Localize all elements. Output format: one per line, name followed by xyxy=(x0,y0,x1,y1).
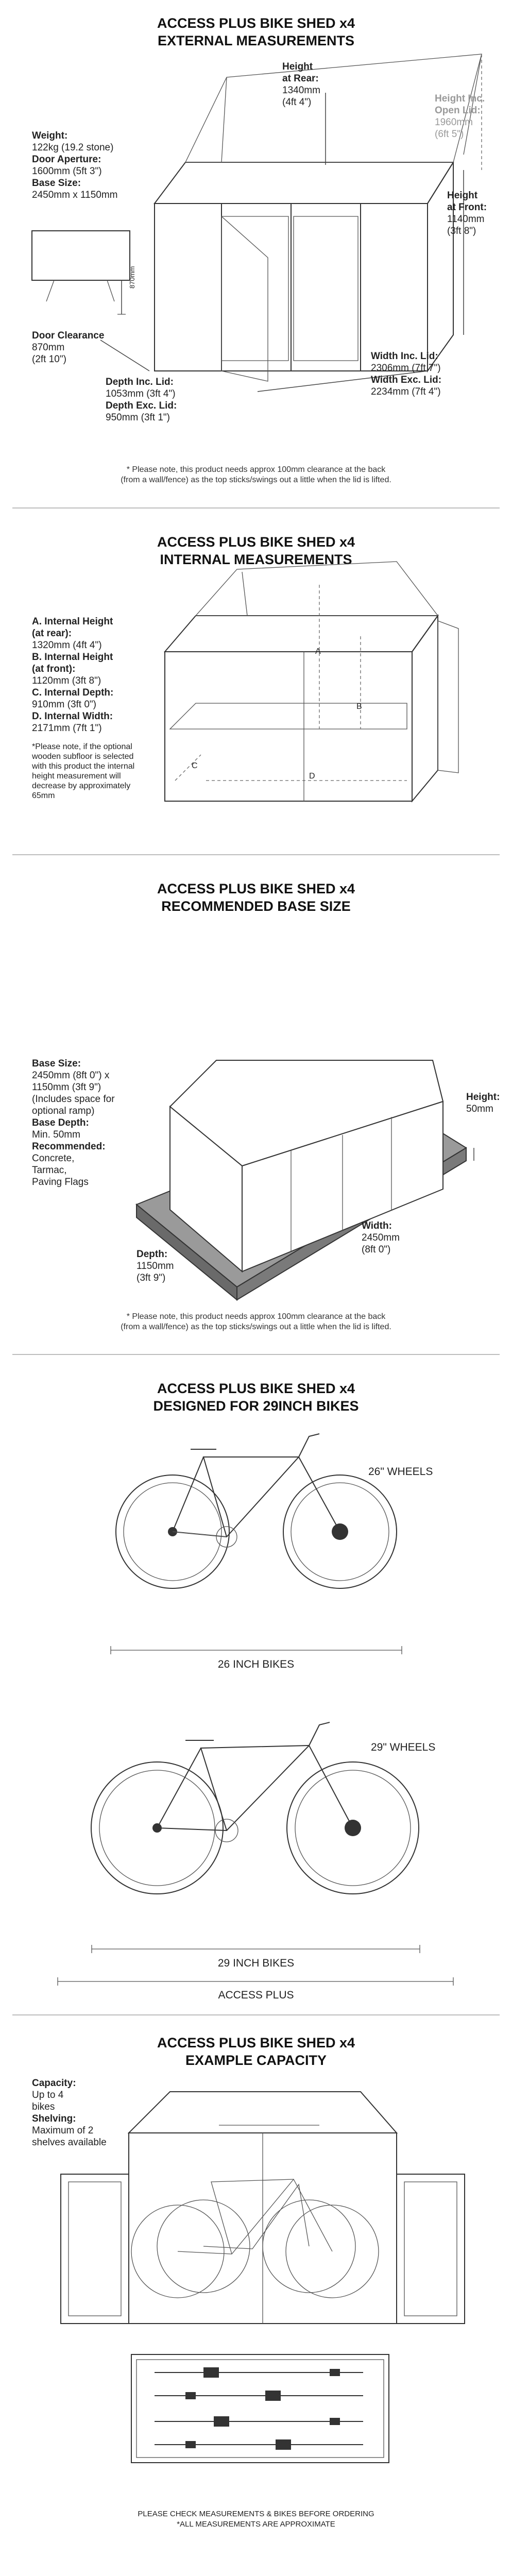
marker-b: B xyxy=(356,702,362,711)
external-shed-drawing xyxy=(0,0,512,505)
wheels-26-label: 26" WHEELS xyxy=(368,1466,433,1478)
section-title: ACCESS PLUS BIKE SHED x4 EXTERNAL MEASUREMENTS xyxy=(157,15,355,48)
section-title: ACCESS PLUS BIKE SHED x4 RECOMMENDED BASE SIZE xyxy=(157,881,355,914)
external-measurements-section xyxy=(0,0,512,505)
caption-29-inch: 29 INCH BIKES xyxy=(217,1957,295,1969)
section-divider xyxy=(12,854,500,855)
subfloor-note: *Please note, if the optional wooden subfloor is selected with this product the internal height measurement will decrease by approximately 65mm xyxy=(32,742,135,800)
marker-a: A xyxy=(315,647,321,656)
capacity-shed-drawing xyxy=(0,2076,512,2334)
section-title: ACCESS PLUS BIKE SHED x4 INTERNAL MEASUREMENTS xyxy=(157,534,355,567)
depth-label: Depth Inc. Lid: 1053mm (3ft 4") Depth Exc. Lid: 950mm (3ft 1") xyxy=(106,377,177,423)
internal-measurements-section xyxy=(0,513,512,848)
base-depth-label: Depth: 1150mm (3ft 9") xyxy=(136,1249,174,1283)
width-label: Width Inc. Lid: 2306mm (7ft 7") Width Exc. Lid: 2234mm (7ft 4") xyxy=(371,351,442,397)
base-width-label: Width: 2450mm (8ft 0") xyxy=(362,1221,400,1255)
section-divider xyxy=(12,1354,500,1355)
recommended-base-section xyxy=(0,859,512,1349)
capacity-label: Capacity: Up to 4 bikes Shelving: Maximum of 2 shelves available xyxy=(32,2078,107,2148)
bike-sizes-section xyxy=(0,1359,512,2003)
door-clearance-label: Door Clearance 870mm (2ft 10") xyxy=(32,330,105,365)
section-divider xyxy=(12,2014,500,2015)
capacity-plan-drawing xyxy=(0,2349,512,2478)
marker-c: C xyxy=(192,761,198,770)
caption-26-inch: 26 INCH BIKES xyxy=(217,1658,295,1670)
section-divider xyxy=(12,507,500,509)
wheels-29-label: 29" WHEELS xyxy=(371,1741,436,1753)
height-front-label: Height at Front: 1140mm (3ft 8") xyxy=(447,190,487,236)
caption-access-plus: ACCESS PLUS xyxy=(218,1989,294,2001)
height-rear-label: Height at Rear: 1340mm (4ft 4") xyxy=(282,61,320,108)
internal-dimensions-label: A. Internal Height (at rear): 1320mm (4ft 4") B. Internal Height (at front): 1120mm (3ft 8") C. Internal Depth: 910mm (3ft 0") D. Internal Width: 2171mm (7ft 1") xyxy=(32,616,114,734)
disclaimer-footer: PLEASE CHECK MEASUREMENTS & BIKES BEFORE ORDERING *ALL MEASUREMENTS ARE APPROXIMATE xyxy=(138,2510,374,2529)
clearance-note: * Please note, this product needs approx 100mm clearance at the back (from a wall/fence) as the top sticks/swings out a little when the lid is lifted. xyxy=(121,1312,391,1331)
base-height-label: Height: 50mm xyxy=(466,1092,500,1114)
section-title: ACCESS PLUS BIKE SHED x4 DESIGNED FOR 29INCH BIKES xyxy=(153,1381,359,1414)
marker-d: D xyxy=(309,772,315,781)
door-clearance-dim: 870mm xyxy=(128,266,136,289)
bike-26-drawing xyxy=(0,1421,512,1627)
dim-line-29 xyxy=(0,1944,512,1954)
clearance-note: * Please note, this product needs approx 100mm clearance at the back (from a wall/fence) as the top sticks/swings out a little when the lid is lifted. xyxy=(121,465,391,484)
base-size-label: Base Size: 2450mm (8ft 0") x 1150mm (3ft 9") (Includes space for optional ramp) Base Depth: Min. 50mm Recommended: Concrete, Tarmac, Paving Flags xyxy=(32,1058,115,1188)
section-title: ACCESS PLUS BIKE SHED x4 EXAMPLE CAPACITY xyxy=(157,2035,355,2068)
dim-line-26 xyxy=(0,1645,512,1655)
example-capacity-section xyxy=(0,2020,512,2576)
height-open-lid-label: Height Inc. Open Lid: 1960mm (6ft 5") xyxy=(435,93,485,140)
dim-line-access-plus xyxy=(0,1976,512,1987)
weight-aperture-base-label: Weight: 122kg (19.2 stone) Door Aperture: 1600mm (5ft 3") Base Size: 2450mm x 1150mm xyxy=(32,130,118,200)
